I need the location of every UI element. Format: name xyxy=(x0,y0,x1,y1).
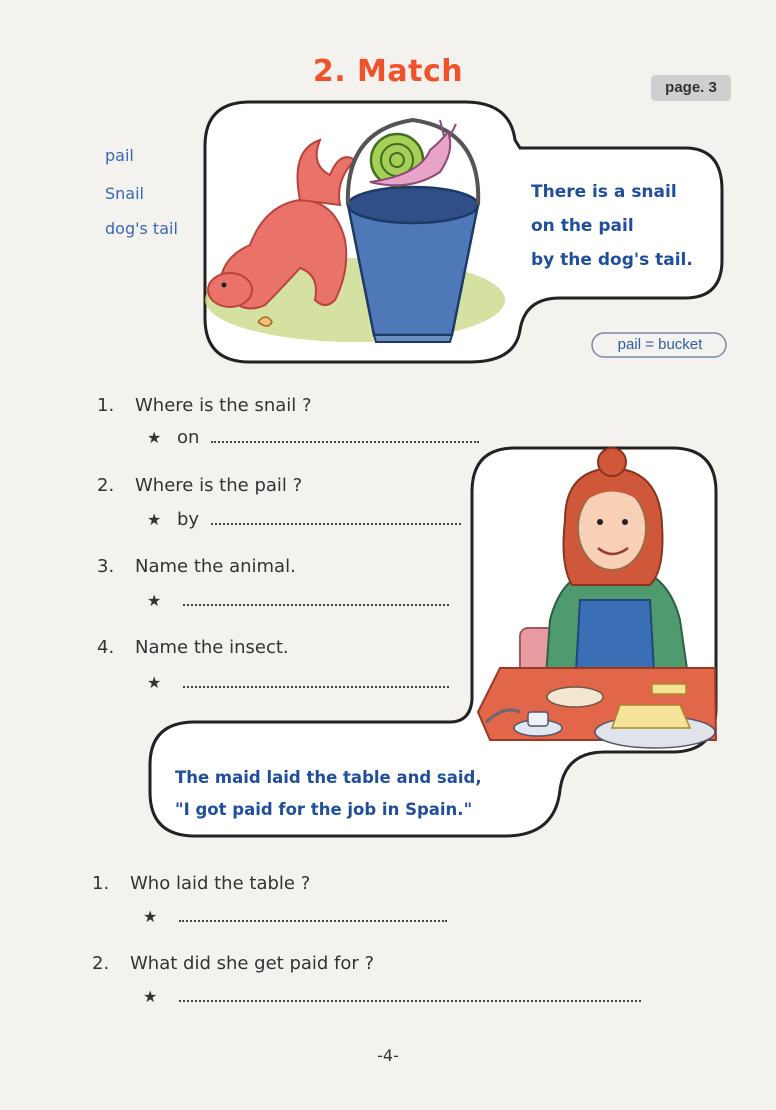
question-number: 3. xyxy=(97,556,115,577)
answer-blank[interactable] xyxy=(179,998,641,1002)
answer-blank[interactable] xyxy=(179,918,447,922)
story-1-line-1: There is a snail xyxy=(531,182,677,202)
vocab-word-snail: Snail xyxy=(105,184,144,203)
pail-bucket-note: pail = bucket xyxy=(617,336,703,353)
star-icon: ★ xyxy=(143,987,158,1006)
question-2 xyxy=(97,475,302,496)
question-number: 2. xyxy=(97,475,115,496)
story-1-line-3: by the dog's tail. xyxy=(531,250,693,270)
question-text: What did she get paid for ? xyxy=(130,953,375,974)
question-number: 4. xyxy=(97,637,115,658)
answer-blank[interactable] xyxy=(183,684,449,688)
question-3 xyxy=(97,556,296,577)
story-2-text xyxy=(175,762,555,826)
page-number: -4- xyxy=(377,1046,399,1065)
answer-line-5[interactable] xyxy=(143,906,447,927)
question-text: Name the insect. xyxy=(135,637,289,658)
answer-line-4[interactable] xyxy=(147,672,449,693)
story-1-text xyxy=(531,175,711,277)
question-text: Name the animal. xyxy=(135,556,296,577)
answer-prefix: by xyxy=(177,509,200,530)
story-2-line-1: The maid laid the table and said, xyxy=(175,768,482,787)
question-number: 2. xyxy=(92,953,110,974)
question-number: 1. xyxy=(92,873,110,894)
question-1 xyxy=(97,395,312,416)
answer-blank[interactable] xyxy=(211,439,479,443)
answer-blank[interactable] xyxy=(183,602,449,606)
answer-line-6[interactable] xyxy=(143,986,641,1007)
question-text: Where is the pail ? xyxy=(135,475,303,496)
question-text: Where is the snail ? xyxy=(135,395,312,416)
star-icon: ★ xyxy=(147,510,162,529)
story-2-line-2: "I got paid for the job in Spain." xyxy=(175,800,473,819)
answer-line-2[interactable] xyxy=(147,509,461,530)
star-icon: ★ xyxy=(147,591,162,610)
question-number: 1. xyxy=(97,395,115,416)
question-4 xyxy=(97,637,289,658)
star-icon: ★ xyxy=(143,907,158,926)
star-icon: ★ xyxy=(147,673,162,692)
vocab-word-pail: pail xyxy=(105,146,134,165)
page-badge: page. 3 xyxy=(651,75,731,101)
story-1-line-2: on the pail xyxy=(531,216,634,236)
star-icon: ★ xyxy=(147,428,162,447)
vocab-word-dogs-tail: dog's tail xyxy=(105,219,178,238)
answer-line-3[interactable] xyxy=(147,590,449,611)
answer-line-1[interactable] xyxy=(147,427,479,448)
question-text: Who laid the table ? xyxy=(130,873,311,894)
question-5 xyxy=(92,873,310,894)
answer-prefix: on xyxy=(177,427,200,448)
answer-blank[interactable] xyxy=(211,521,461,525)
page-title: 2. Match xyxy=(312,54,464,89)
question-6 xyxy=(92,953,374,974)
